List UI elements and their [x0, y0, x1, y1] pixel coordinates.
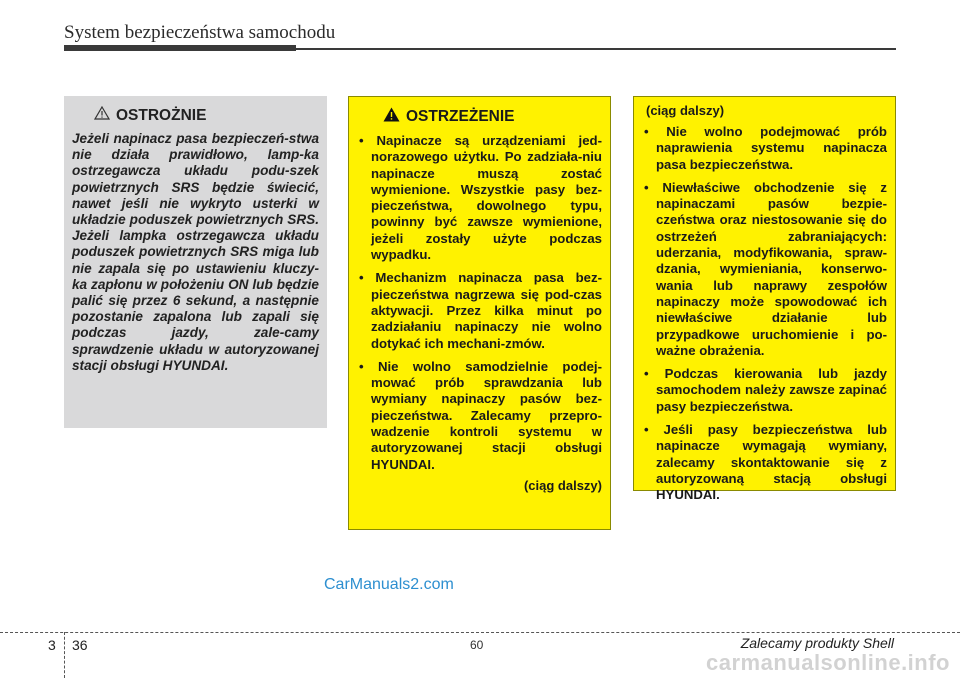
warning-title: OSTRZEŻENIE — [406, 108, 515, 125]
page-number: 36 — [72, 637, 88, 653]
continued-label: (ciąg dalszy) — [646, 103, 725, 118]
site-watermark: carmanualsonline.info — [706, 650, 950, 675]
warning-list — [359, 133, 602, 473]
warning-item: • Niewłaściwe obchodzenie się z napinaczami pasów bezpie-czeństwa oraz niestosowanie się do ostrzeżeń zabraniających: uderzania, modyfikowania, spraw-dzania, wymieniania, konserwo-wania lub naprawy zespołów napinaczy może spowodować ich niewłaściwe działanie lub przypadkowe uruchomienie i po-ważne obrażenia. — [644, 179, 887, 358]
warning-triangle-outline-icon — [94, 106, 110, 125]
section-title: System bezpieczeństwa samochodu — [64, 22, 336, 43]
warning-item: • Nie wolno samodzielnie podej-mować prób sprawdzania lub wymiany napinaczy pasów bez-pieczeństwa. Zalecamy przepro-wadzenie kontroli systemu w autoryzowanej stacji obsługi HYUNDAI. — [359, 358, 602, 472]
continued-label: (ciąg dalszy) — [523, 477, 602, 493]
footer-divider — [0, 632, 960, 633]
header-rule-thin — [296, 48, 896, 50]
warning-triangle-icon — [383, 107, 400, 127]
chapter-number: 3 — [48, 637, 56, 653]
header-rule-thick — [64, 45, 296, 51]
caution-box — [64, 96, 327, 428]
warning-item: • Jeśli pasy bezpieczeństwa lub napinacze wymagają wymiany, zalecamy skontaktowanie się z autoryzowaną stacją obsługi HYUNDAI. — [644, 422, 887, 503]
pdf-page-number: 60 — [470, 638, 484, 652]
warning-item: • Napinacze są urządzeniami jed-norazowego użytku. Po zadziała-niu napinacze muszą zostać wymienione. Wszystkie pasy bez-pieczeństwa, dowolnego typu, powinny być zawsze wymienione, jeżeli zostały użyte podczas wypadku. — [359, 133, 602, 263]
warning-heading — [383, 107, 602, 127]
caution-title: OSTROŻNIE — [116, 106, 207, 124]
footer-divider-vertical — [64, 632, 65, 678]
warning-item: • Mechanizm napinacza pasa bez-pieczeństwa nagrzewa się pod-czas aktywacji. Przez kilka minut po zadziałaniu napinaczy nie wolno dotykać ich mechani-zmów. — [359, 270, 602, 351]
caution-heading — [94, 106, 319, 125]
watermark-link[interactable]: CarManuals2.com — [324, 576, 454, 593]
warning-item: • Nie wolno podejmować prób naprawienia systemu napinacza pasa bezpieczeństwa. — [644, 124, 887, 172]
caution-text: Jeżeli napinacz pasa bezpieczeń-stwa nie działa prawidłowo, lamp-ka ostrzegawcza układu podu-szek powietrznych SRS będzie świecić, nawet jeśli nie wykryto usterki w układzie poduszek powietrznych SRS. Jeżeli lampka ostrzegawcza układu poduszek powietrznych SRS miga lub nie zapala się po ustawieniu kluczy-ka zapłonu w położeniu ON lub będzie palić się przez 6 sekund, a następnie pozostanie zapalona lub zapali się podczas jazdy, zale-camy sprawdzenie układu w autoryzowanej stacji obsługi HYUNDAI. — [72, 131, 319, 373]
footer-text: Zalecamy produkty Shell — [740, 635, 894, 651]
warning-box — [348, 96, 611, 530]
warning-continued-list — [644, 124, 887, 504]
warning-continued-box — [633, 96, 896, 503]
warning-item: • Podczas kierowania lub jazdy samochodem należy zawsze zapinać pasy bezpieczeństwa. — [644, 366, 887, 414]
